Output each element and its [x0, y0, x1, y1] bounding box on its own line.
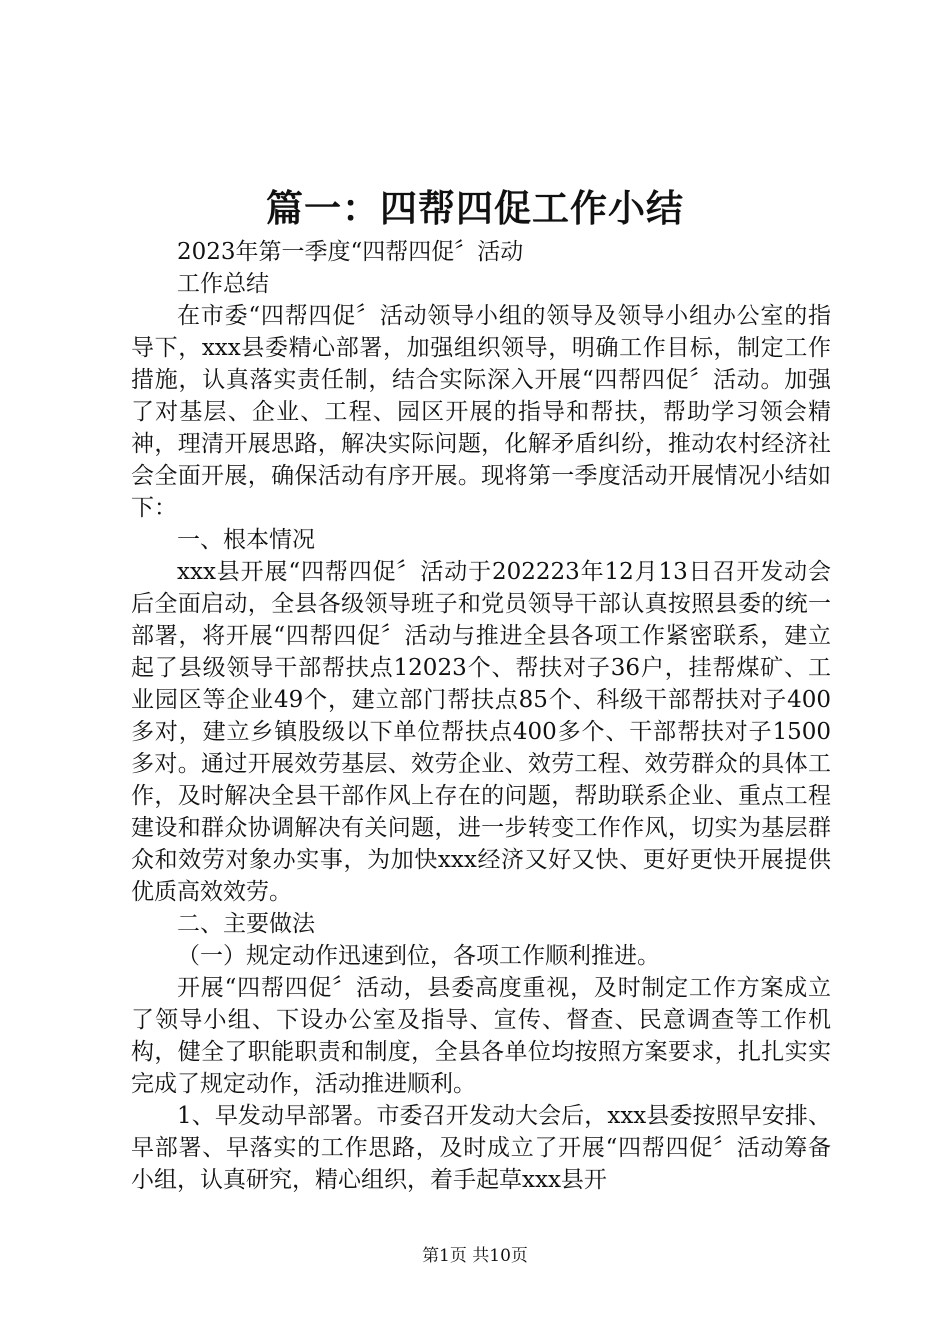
- section-heading: 二、主要做法: [177, 911, 315, 937]
- paragraph: xxx县开展“四帮四促〞活动于202223年12月13日召开发动会后全面启动，全县各级领导班子和党员领导干部认真按照县委的统一部署，将开展“四帮四促〞活动与推进全县各项工作紧密联系，建立起了县级领导干部帮扶点12023个、帮扶对子36户，挂帮煤矿、工业园区等企业49个，建立部门帮扶点85个、科级干部帮扶对子400多对，建立乡镇股级以下单位帮扶点400多个、干部帮扶对子1500多对。通过开展效劳基层、效劳企业、效劳工程、效劳群众的具体工作，及时解决全县干部作风上存在的问题，帮助联系企业、重点工程建设和群众协调解决有关问题，进一步转变工作作风，切实为基层群众和效劳对象办实事，为加快xxx经济又好又快、更好更快开展提供优质高效效劳。: [131, 559, 831, 905]
- paragraph: 开展“四帮四促〞活动，县委高度重视，及时制定工作方案成立了领导小组、下设办公室及指导、宣传、督查、民意调查等工作机构，健全了职能职责和制度，全县各单位均按照方案要求，扎扎实实完成了规定动作，活动推进顺利。: [131, 975, 831, 1097]
- section-heading: 一、根本情况: [177, 527, 315, 553]
- subsection-heading: （一）规定动作迅速到位，各项工作顺利推进。: [177, 943, 660, 969]
- paragraph: 在市委“四帮四促〞活动领导小组的领导及领导小组办公室的指导下，xxx县委精心部署，加强组织领导，明确工作目标，制定工作措施，认真落实责任制，结合实际深入开展“四帮四促〞活动。加强了对基层、企业、工程、园区开展的指导和帮扶，帮助学习领会精神，理清开展思路，解决实际问题，化解矛盾纠纷，推动农村经济社会全面开展，确保活动有序开展。现将第一季度活动开展情况小结如下：: [131, 303, 831, 521]
- page-number-footer: 第1页 共10页: [422, 1246, 528, 1266]
- paragraph: 2023年第一季度“四帮四促〞活动: [177, 239, 524, 265]
- document-title: 篇一：四帮四促工作小结: [266, 187, 684, 230]
- document-body: [131, 236, 831, 1196]
- paragraph: 1、早发动早部署。市委召开发动大会后，xxx县委按照早安排、早部署、早落实的工作思路，及时成立了开展“四帮四促〞活动筹备小组，认真研究，精心组织，着手起草xxx县开: [131, 1103, 831, 1193]
- paragraph: 工作总结: [177, 271, 269, 297]
